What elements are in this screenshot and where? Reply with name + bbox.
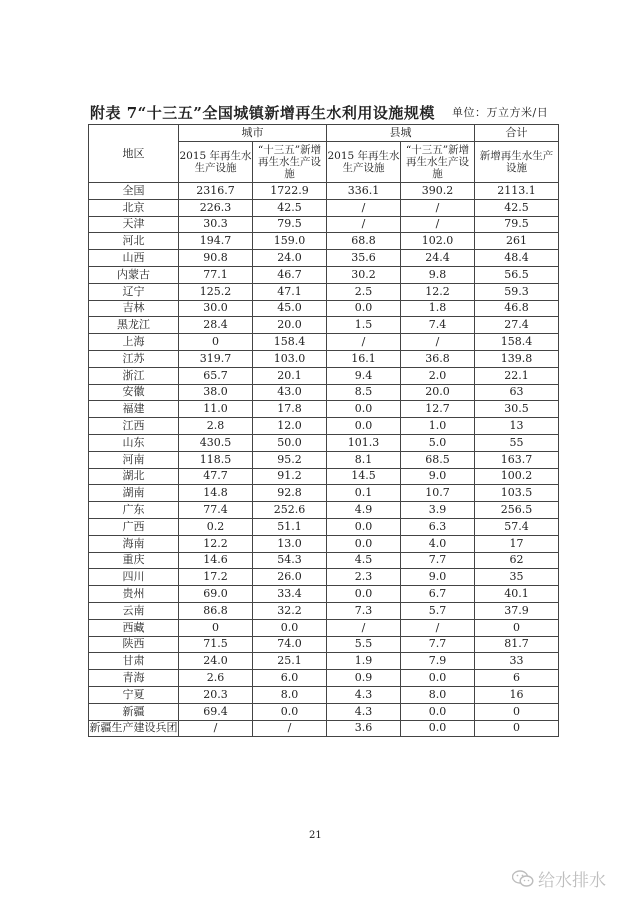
value-cell: 5.5 [327,636,401,653]
value-cell: 95.2 [253,451,327,468]
value-cell: 22.1 [475,367,559,384]
value-cell: 9.0 [401,468,475,485]
value-cell: 2113.1 [475,183,559,200]
value-cell: 55 [475,434,559,451]
value-cell: 14.6 [179,552,253,569]
value-cell: 91.2 [253,468,327,485]
region-cell: 云南 [89,602,179,619]
value-cell: 90.8 [179,250,253,267]
region-cell: 全国 [89,183,179,200]
table-row [89,619,559,636]
value-cell: 50.0 [253,434,327,451]
region-cell: 浙江 [89,367,179,384]
region-cell: 西藏 [89,619,179,636]
value-cell: 0.0 [253,619,327,636]
value-cell: 1.0 [401,418,475,435]
table-row [89,199,559,216]
value-cell: 47.1 [253,283,327,300]
region-cell: 湖北 [89,468,179,485]
value-cell: 194.7 [179,233,253,250]
value-cell: 158.4 [475,334,559,351]
header-county: 县城 [327,125,475,142]
value-cell: 20.1 [253,367,327,384]
value-cell: 1.8 [401,300,475,317]
header-region: 地区 [89,125,179,183]
header-county-2015: 2015 年再生水生产设施 [327,142,401,183]
region-cell: 吉林 [89,300,179,317]
table-body [89,183,559,737]
table-row [89,485,559,502]
value-cell: 10.7 [401,485,475,502]
value-cell: 35.6 [327,250,401,267]
header-total-new: 新增再生水生产设施 [475,142,559,183]
value-cell: 103.5 [475,485,559,502]
value-cell: 8.0 [401,686,475,703]
table-row [89,569,559,586]
value-cell: / [401,619,475,636]
value-cell: 0.0 [327,518,401,535]
value-cell: 2316.7 [179,183,253,200]
value-cell: 2.3 [327,569,401,586]
value-cell: 59.3 [475,283,559,300]
value-cell: 158.4 [253,334,327,351]
value-cell: 77.4 [179,502,253,519]
value-cell: 71.5 [179,636,253,653]
value-cell: 0.0 [327,418,401,435]
value-cell: 8.1 [327,451,401,468]
value-cell: 0 [179,619,253,636]
region-cell: 天津 [89,216,179,233]
table-row [89,216,559,233]
header-city: 城市 [179,125,327,142]
value-cell: 0.0 [253,703,327,720]
value-cell: 77.1 [179,266,253,283]
value-cell: 57.4 [475,518,559,535]
region-cell: 海南 [89,535,179,552]
value-cell: 0.0 [327,401,401,418]
value-cell: 118.5 [179,451,253,468]
value-cell: / [327,216,401,233]
value-cell: 16.1 [327,350,401,367]
table-row [89,502,559,519]
value-cell: 9.8 [401,266,475,283]
value-cell: 68.8 [327,233,401,250]
value-cell: 0 [179,334,253,351]
value-cell: 20.0 [253,317,327,334]
value-cell: 0.0 [327,535,401,552]
value-cell: / [253,720,327,737]
value-cell: 12.2 [401,283,475,300]
table-row [89,384,559,401]
value-cell: 2.6 [179,670,253,687]
region-cell: 重庆 [89,552,179,569]
region-cell: 新疆 [89,703,179,720]
value-cell: 17.2 [179,569,253,586]
region-cell: 湖南 [89,485,179,502]
table-row [89,250,559,267]
region-cell: 甘肃 [89,653,179,670]
value-cell: 13 [475,418,559,435]
value-cell: 7.7 [401,552,475,569]
value-cell: 9.4 [327,367,401,384]
value-cell: 65.7 [179,367,253,384]
value-cell: 12.7 [401,401,475,418]
value-cell: 63 [475,384,559,401]
value-cell: 2.5 [327,283,401,300]
value-cell: 4.5 [327,552,401,569]
value-cell: 2.8 [179,418,253,435]
value-cell: 319.7 [179,350,253,367]
value-cell: 35 [475,569,559,586]
value-cell: 336.1 [327,183,401,200]
value-cell: 30.0 [179,300,253,317]
table-row [89,535,559,552]
value-cell: 40.1 [475,586,559,603]
region-cell: 贵州 [89,586,179,603]
region-cell: 内蒙古 [89,266,179,283]
value-cell: 30.3 [179,216,253,233]
value-cell: 4.3 [327,703,401,720]
value-cell: 37.9 [475,602,559,619]
region-cell: 广东 [89,502,179,519]
table-row [89,334,559,351]
region-cell: 江苏 [89,350,179,367]
table-row [89,183,559,200]
value-cell: 79.5 [475,216,559,233]
value-cell: 12.0 [253,418,327,435]
value-cell: 4.9 [327,502,401,519]
value-cell: 101.3 [327,434,401,451]
value-cell: 5.0 [401,434,475,451]
value-cell: 139.8 [475,350,559,367]
value-cell: 7.7 [401,636,475,653]
region-cell: 河南 [89,451,179,468]
value-cell: 103.0 [253,350,327,367]
value-cell: 33 [475,653,559,670]
value-cell: 0.0 [401,670,475,687]
header-city-2015: 2015 年再生水生产设施 [179,142,253,183]
table-row [89,266,559,283]
region-cell: 新疆生产建设兵团 [89,720,179,737]
table-row [89,720,559,737]
value-cell: 102.0 [401,233,475,250]
table-row [89,451,559,468]
region-cell: 安徽 [89,384,179,401]
value-cell: 0.0 [401,720,475,737]
region-cell: 上海 [89,334,179,351]
value-cell: 13.0 [253,535,327,552]
value-cell: 17 [475,535,559,552]
value-cell: / [327,334,401,351]
table-row [89,300,559,317]
value-cell: 100.2 [475,468,559,485]
value-cell: 9.0 [401,569,475,586]
table-row [89,283,559,300]
table-row [89,350,559,367]
value-cell: 54.3 [253,552,327,569]
value-cell: 32.2 [253,602,327,619]
value-cell: 20.3 [179,686,253,703]
value-cell: 0.0 [401,703,475,720]
value-cell: 5.7 [401,602,475,619]
value-cell: 26.0 [253,569,327,586]
table-row [89,401,559,418]
region-cell: 河北 [89,233,179,250]
value-cell: 24.0 [179,653,253,670]
value-cell: 7.9 [401,653,475,670]
table-row [89,434,559,451]
value-cell: 14.5 [327,468,401,485]
value-cell: 6.0 [253,670,327,687]
value-cell: 4.3 [327,686,401,703]
value-cell: 6.7 [401,586,475,603]
value-cell: / [327,199,401,216]
value-cell: 0.0 [327,300,401,317]
value-cell: 68.5 [401,451,475,468]
region-cell: 福建 [89,401,179,418]
table-row [89,703,559,720]
value-cell: 8.0 [253,686,327,703]
value-cell: / [401,334,475,351]
value-cell: 6 [475,670,559,687]
value-cell: / [179,720,253,737]
value-cell: 0 [475,720,559,737]
value-cell: 79.5 [253,216,327,233]
value-cell: 92.8 [253,485,327,502]
value-cell: 0.1 [327,485,401,502]
value-cell: 11.0 [179,401,253,418]
value-cell: 17.8 [253,401,327,418]
table-row [89,367,559,384]
table-row [89,552,559,569]
table-row [89,518,559,535]
watermark [512,866,606,891]
value-cell: 62 [475,552,559,569]
value-cell: 4.0 [401,535,475,552]
header-county-new: “十三五”新增再生水生产设施 [401,142,475,183]
value-cell: 7.4 [401,317,475,334]
value-cell: 46.7 [253,266,327,283]
region-cell: 北京 [89,199,179,216]
table-row [89,653,559,670]
value-cell: 48.4 [475,250,559,267]
value-cell: 24.4 [401,250,475,267]
table-row [89,468,559,485]
table-row [89,602,559,619]
value-cell: 125.2 [179,283,253,300]
value-cell: 30.5 [475,401,559,418]
value-cell: 261 [475,233,559,250]
region-cell: 陕西 [89,636,179,653]
region-cell: 宁夏 [89,686,179,703]
value-cell: 1.5 [327,317,401,334]
region-cell: 黑龙江 [89,317,179,334]
value-cell: 42.5 [253,199,327,216]
value-cell: 2.0 [401,367,475,384]
region-cell: 青海 [89,670,179,687]
region-cell: 广西 [89,518,179,535]
value-cell: 226.3 [179,199,253,216]
value-cell: 390.2 [401,183,475,200]
header-city-new: “十三五”新增再生水生产设施 [253,142,327,183]
value-cell: 163.7 [475,451,559,468]
region-cell: 四川 [89,569,179,586]
value-cell: 86.8 [179,602,253,619]
value-cell: 14.8 [179,485,253,502]
header-total: 合计 [475,125,559,142]
value-cell: 51.1 [253,518,327,535]
value-cell: 36.8 [401,350,475,367]
table-row [89,317,559,334]
wechat-icon [512,870,534,888]
value-cell: 30.2 [327,266,401,283]
value-cell: 0 [475,703,559,720]
value-cell: 1.9 [327,653,401,670]
value-cell: 24.0 [253,250,327,267]
table-row [89,670,559,687]
table-row [89,418,559,435]
value-cell: 3.6 [327,720,401,737]
value-cell: 0.9 [327,670,401,687]
value-cell: 16 [475,686,559,703]
value-cell: 0 [475,619,559,636]
value-cell: 47.7 [179,468,253,485]
value-cell: 74.0 [253,636,327,653]
value-cell: 28.4 [179,317,253,334]
value-cell: 33.4 [253,586,327,603]
value-cell: 38.0 [179,384,253,401]
value-cell: 81.7 [475,636,559,653]
page-number: 21 [309,830,322,841]
value-cell: 6.3 [401,518,475,535]
value-cell: 0.2 [179,518,253,535]
value-cell: 8.5 [327,384,401,401]
value-cell: 69.0 [179,586,253,603]
value-cell: 0.0 [327,586,401,603]
region-cell: 山西 [89,250,179,267]
region-cell: 辽宁 [89,283,179,300]
value-cell: 20.0 [401,384,475,401]
value-cell: 430.5 [179,434,253,451]
value-cell: 256.5 [475,502,559,519]
value-cell: 56.5 [475,266,559,283]
value-cell: 42.5 [475,199,559,216]
data-table [88,124,559,737]
value-cell: 252.6 [253,502,327,519]
region-cell: 江西 [89,418,179,435]
table-row [89,233,559,250]
table-row [89,686,559,703]
value-cell: 69.4 [179,703,253,720]
table-row [89,586,559,603]
value-cell: 27.4 [475,317,559,334]
value-cell: / [401,216,475,233]
value-cell: 43.0 [253,384,327,401]
unit-label: 单位：万立方米/日 [452,106,549,119]
value-cell: / [327,619,401,636]
region-cell: 山东 [89,434,179,451]
table-row [89,636,559,653]
value-cell: 1722.9 [253,183,327,200]
table-title: 附表 7“十三五”全国城镇新增再生水利用设施规模 [90,104,435,122]
value-cell: / [401,199,475,216]
value-cell: 12.2 [179,535,253,552]
value-cell: 159.0 [253,233,327,250]
value-cell: 3.9 [401,502,475,519]
value-cell: 46.8 [475,300,559,317]
value-cell: 45.0 [253,300,327,317]
value-cell: 25.1 [253,653,327,670]
watermark-text: 给水排水 [538,871,606,891]
value-cell: 7.3 [327,602,401,619]
